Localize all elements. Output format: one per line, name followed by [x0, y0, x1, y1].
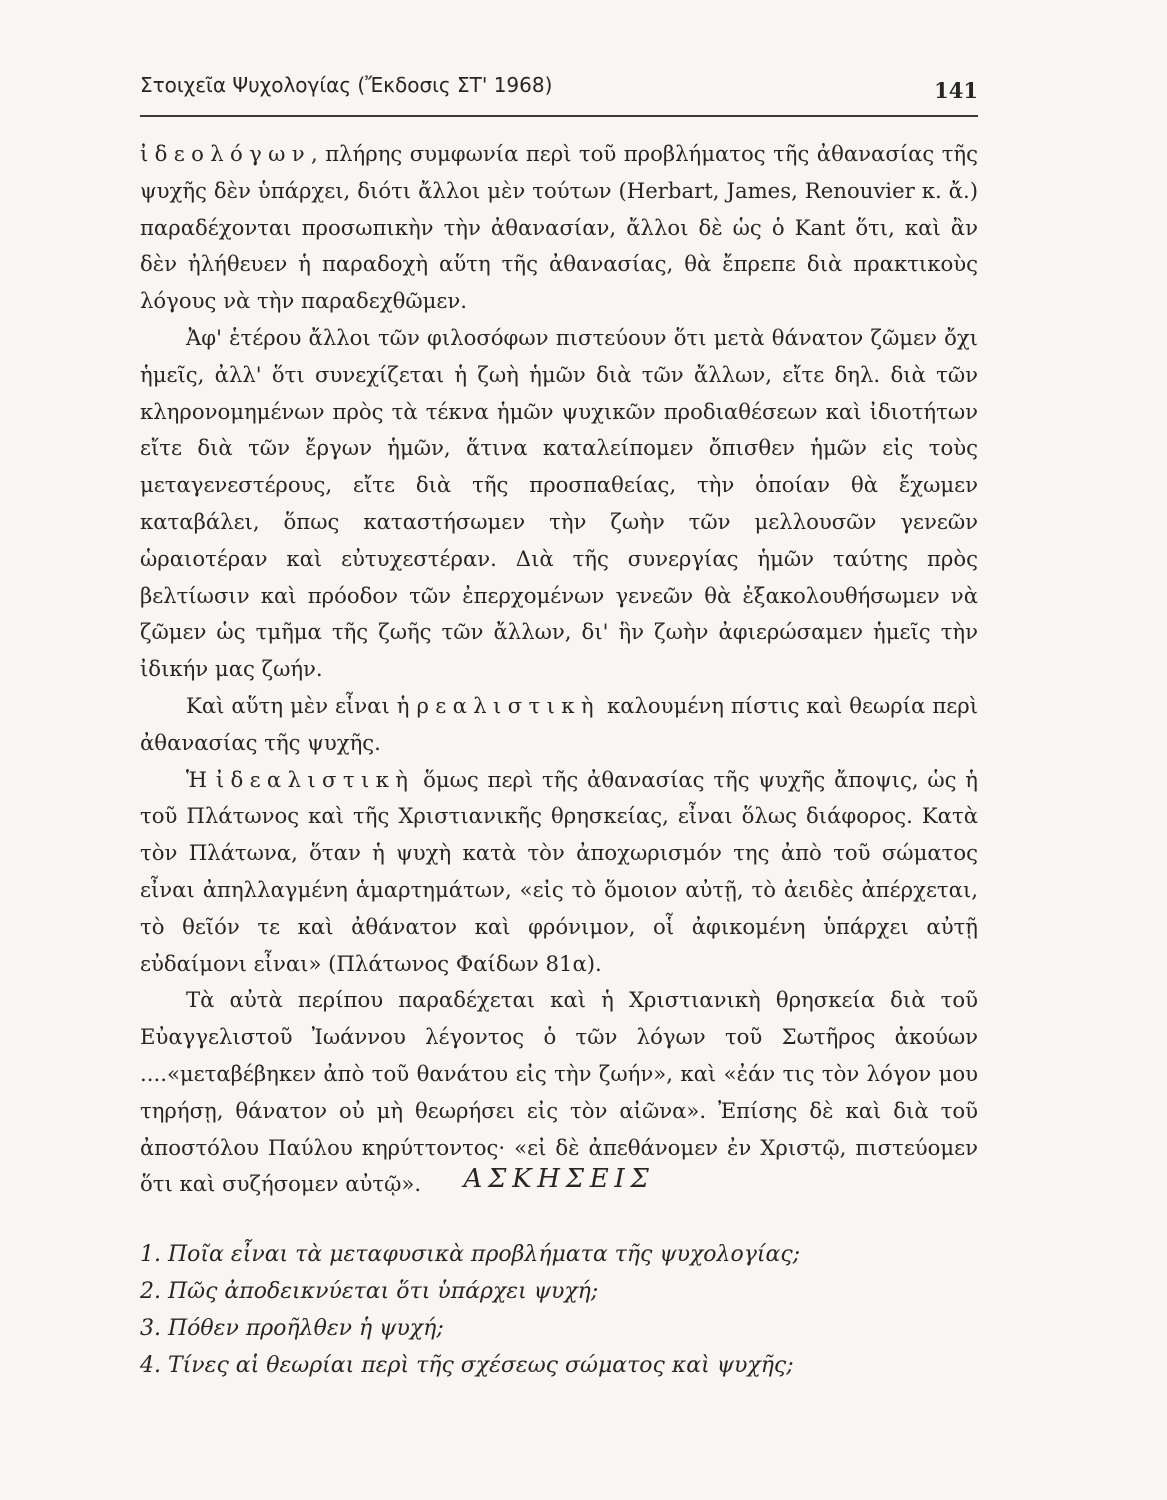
- page-number: 141: [934, 78, 978, 103]
- paragraph-text: Καὶ αὕτη μὲν εἶναι ἡ: [186, 692, 417, 718]
- spaced-term: ἰδεολόγων: [140, 141, 312, 166]
- body-text: [140, 136, 978, 1203]
- paragraph-text: , πλήρης συμφωνία περὶ τοῦ προβλήματος τῆς ἀθανασίας τῆς ψυχῆς δὲν ὑπάρχει, διότι ἄλλοι μὲν τούτων (Herbart, James, Renouvier κ. ἄ.) παραδέχονται προσωπικὴν τὴν ἀθανασίαν, ἄλλοι δὲ ὡς ὁ Kant ὅτι, καὶ ἂν δὲν ἠλήθευεν ἡ παραδοχὴ αὕτη τῆς ἀθανασίας, θὰ ἔπρεπε διὰ πρακτικοὺς λόγους νὰ τὴν παραδεχθῶμεν.: [140, 141, 978, 314]
- paragraph-text: ὅμως περὶ τῆς ἀθανασίας τῆς ψυχῆς ἄποψις, ὡς ἡ τοῦ Πλάτωνος καὶ τῆς Χριστιανικῆς θρησκείας, εἶναι ὅλως διάφορος. Κατὰ τὸν Πλάτωνα, ὅταν ἡ ψυχὴ κατὰ τὸν ἀποχωρισμόν της ἀπὸ τοῦ σώματος εἶναι ἀπηλλαγμένη ἁμαρτημάτων, «εἰς τὸ ὅμοιον αὐτῇ, τὸ ἀειδὲς ἀπέρχεται, τὸ θεῖόν τε καὶ ἀθάνατον καὶ φρόνιμον, οἷ ἀφικομένη ὑπάρχει αὐτῇ εὐδαίμονι εἶναι» (Πλάτωνος Φαίδων 81α).: [140, 766, 978, 976]
- paragraph: [140, 688, 978, 762]
- spaced-term: ρεαλιστικὴ: [416, 692, 600, 718]
- exercise-item: 4. Τίνες αἱ θεωρίαι περὶ τῆς σχέσεως σώματος καὶ ψυχῆς;: [140, 1353, 794, 1378]
- running-title: Στοιχεῖα Ψυχολογίας (Ἔκδοσις ΣΤ' 1968): [140, 73, 553, 97]
- exercise-item: 2. Πῶς ἀποδεικνύεται ὅτι ὑπάρχει ψυχή;: [140, 1279, 599, 1304]
- exercise-item: 1. Ποῖα εἶναι τὰ μεταφυσικὰ προβλήματα τῆς ψυχολογίας;: [140, 1242, 801, 1267]
- paragraph-text: Ἡ: [186, 766, 216, 792]
- paragraph: [140, 320, 978, 688]
- header-rule: [140, 115, 978, 117]
- exercises-list: [140, 1236, 978, 1384]
- exercise-item: 3. Πόθεν προῆλθεν ἡ ψυχή;: [140, 1316, 444, 1341]
- exercises-heading: ΑΣΚΗΣΕΙΣ: [463, 1164, 655, 1194]
- paragraph-text: Τὰ αὐτὰ περίπου παραδέχεται καὶ ἡ Χριστιανικὴ θρησκεία διὰ τοῦ Εὐαγγελιστοῦ Ἰωάννου λέγοντος ὁ τῶν λόγων τοῦ Σωτῆρος ἀκούων ....«μεταβέβηκεν ἀπὸ τοῦ θανάτου εἰς τὴν ζωήν», καὶ «ἐάν τις τὸν λόγον μου τηρήσῃ, θάνατον οὐ μὴ θεωρήσει εἰς τὸν αἰῶνα». Ἐπίσης δὲ καὶ διὰ τοῦ ἀποστόλου Παύλου κηρύττοντος· «εἰ δὲ ἀπεθάνομεν ἐν Χριστῷ, πιστεύομεν ὅτι καὶ συζήσομεν αὐτῷ».: [140, 987, 978, 1197]
- paragraph: [140, 136, 978, 320]
- spaced-term: ἰδεαλιστικὴ: [215, 766, 415, 792]
- paragraph: [140, 762, 978, 983]
- paragraph-text: Ἀφ' ἑτέρου ἄλλοι τῶν φιλοσόφων πιστεύουν ὅτι μετὰ θάνατον ζῶμεν ὄχι ἡμεῖς, ἀλλ' ὅτι συνεχίζεται ἡ ζωὴ ἡμῶν διὰ τῶν ἄλλων, εἴτε δηλ. διὰ τῶν κληρονομημένων πρὸς τὰ τέκνα ἡμῶν ψυχικῶν προδιαθέσεων καὶ ἰδιοτήτων εἴτε διὰ τῶν ἔργων ἡμῶν, ἅτινα καταλείπομεν ὄπισθεν ἡμῶν εἰς τοὺς μεταγενεστέρους, εἴτε διὰ τῆς προσπαθείας, τὴν ὁποίαν θὰ ἔχωμεν καταβάλει, ὅπως καταστήσωμεν τὴν ζωὴν τῶν μελλουσῶν γενεῶν ὡραιοτέραν καὶ εὐτυχεστέραν. Διὰ τῆς συνεργίας ἡμῶν ταύτης πρὸς βελτίωσιν καὶ πρόοδον τῶν ἐπερχομένων γενεῶν θὰ ἐξακολουθήσωμεν νὰ ζῶμεν ὡς τμῆμα τῆς ζωῆς τῶν ἄλλων, δι' ἣν ζωὴν ἀφιερώσαμεν ἡμεῖς τὴν ἰδικήν μας ζωήν.: [140, 324, 978, 682]
- paragraph-text: καλουμένη πίστις καὶ θεωρία περὶ ἀθανασίας τῆς ψυχῆς.: [140, 692, 978, 755]
